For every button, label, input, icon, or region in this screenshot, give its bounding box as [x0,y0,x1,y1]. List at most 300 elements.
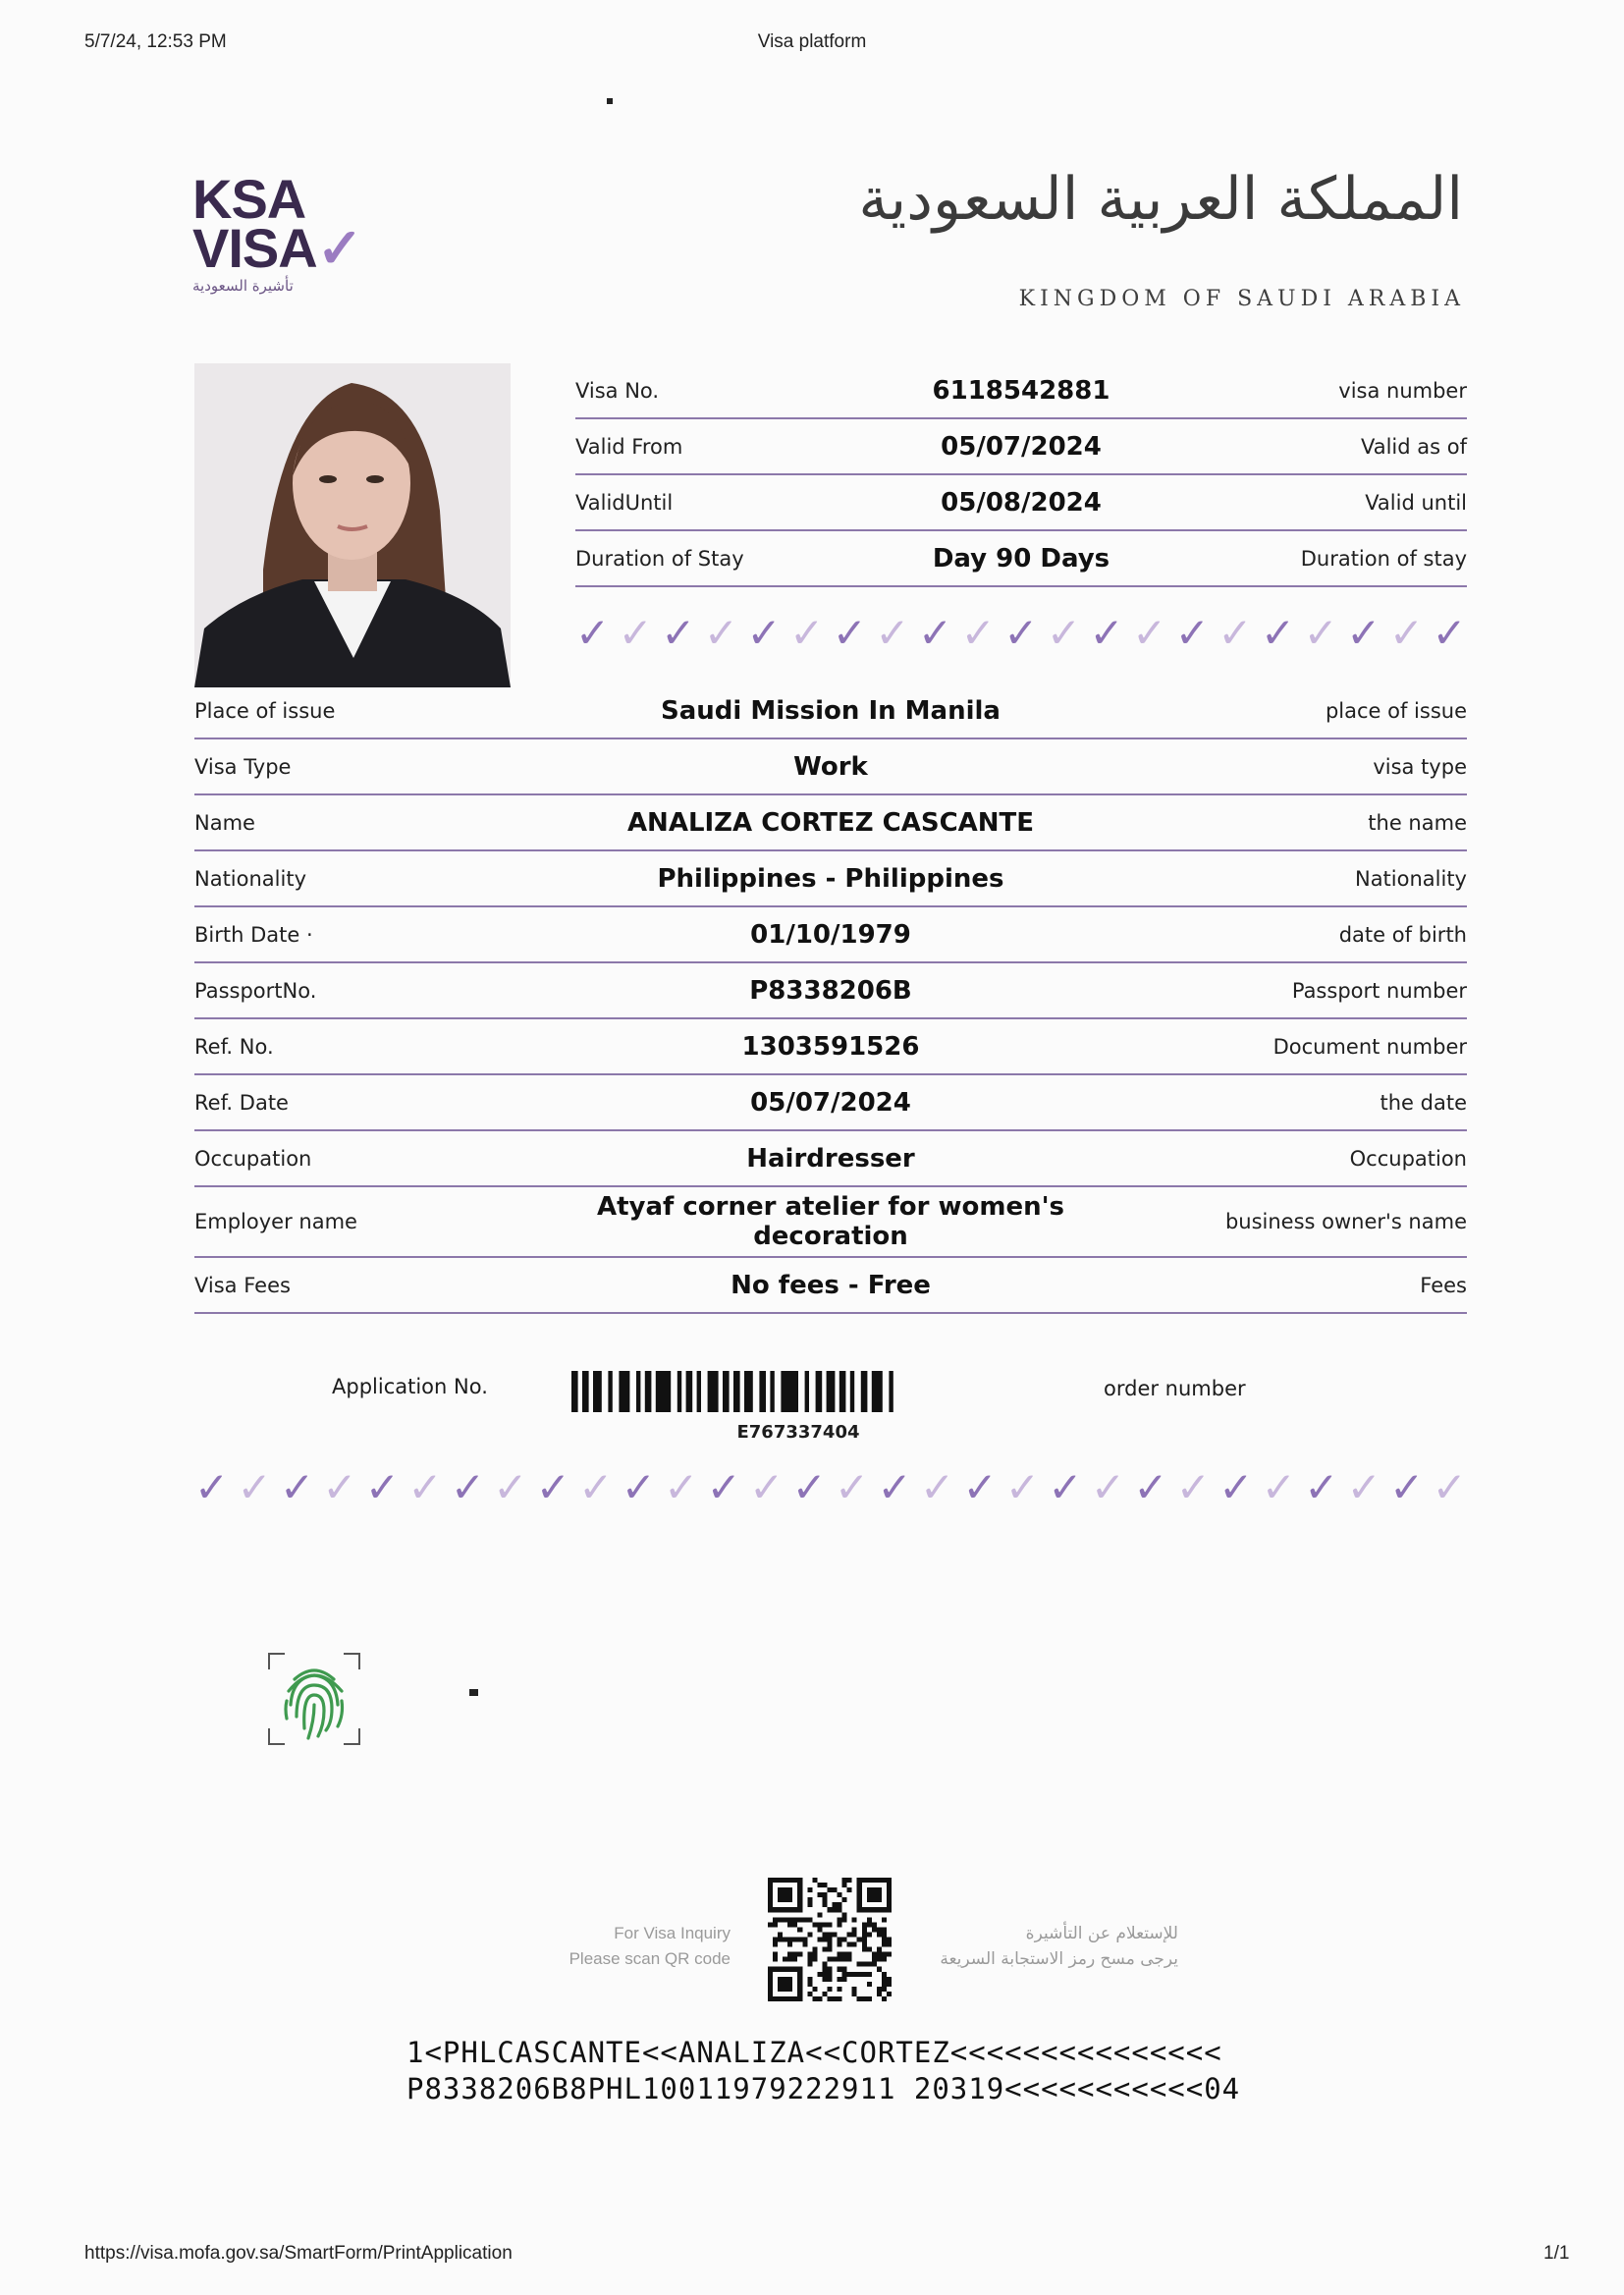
barcode-bar [889,1371,893,1412]
qr-module [867,1932,872,1937]
qr-module [827,1996,832,2001]
qr-module [867,1917,872,1922]
check-mark-icon: ✓ [1048,1463,1083,1511]
qr-module [847,1972,852,1977]
row-label: Valid From [575,434,683,459]
qr-module [877,1947,882,1952]
check-mark-icon: ✓ [1303,609,1338,657]
row-value: 01/10/1979 [750,919,911,950]
check-mark-icon: ✓ [661,609,696,657]
qr-module [882,1982,887,1987]
logo-line-2 [192,217,362,279]
qr-module [807,1952,812,1957]
row-label: Occupation [194,1146,312,1171]
qr-module [787,1957,792,1962]
barcode-icon [571,1371,1025,1412]
check-mark-icon: ✓ [1174,609,1210,657]
qr-module [827,1977,832,1982]
qr-module [812,1996,817,2001]
qr-module [857,1937,862,1941]
qr-module [817,1883,822,1887]
qr-module [862,1932,867,1937]
qr-module [812,1878,817,1883]
qr-module [778,1917,783,1922]
check-mark-icon: ✓ [578,1463,614,1511]
check-mark-icon: ✓ [1046,609,1082,657]
qr-module [852,1942,857,1947]
place-of-issue-row [194,683,1467,739]
qr-module [817,1996,822,2001]
qr-module [872,1927,877,1932]
qr-module [838,1987,842,1992]
qr-module [842,1878,847,1883]
qr-module [822,1897,827,1902]
qr-module [877,1967,882,1972]
qr-module [827,1937,832,1941]
qr-module [847,1957,852,1962]
application-number-label: Application No. [332,1375,488,1398]
row-label: Birth Date · [194,922,313,947]
row-value: 05/07/2024 [941,431,1102,462]
qr-module [847,1887,852,1892]
check-mark-icon: ✓ [1218,609,1253,657]
barcode-bar [645,1371,652,1412]
qr-module [882,1987,887,1992]
qr-module [867,1972,872,1977]
row-label: Visa No. [575,378,660,403]
barcode-bar [861,1371,868,1412]
qr-module [822,1967,827,1972]
qr-module [807,1957,812,1962]
qr-module [817,1912,822,1917]
visa-fees-row [194,1258,1467,1314]
logo-line-1: KSA [192,168,306,230]
row-label: Duration of Stay [575,546,744,571]
qr-module [842,1967,847,1972]
barcode-bar [697,1371,701,1412]
qr-module [792,1937,797,1941]
barcode-bar [805,1371,809,1412]
qr-module [862,1962,867,1967]
logo-check-icon: ✓ [316,217,362,279]
qr-module [862,1922,867,1927]
qr-module [838,1922,842,1927]
qr-module [872,1952,877,1957]
qr-module [842,1977,847,1982]
qr-module [852,1927,857,1932]
qr-module [822,1892,827,1897]
check-mark-icon: ✓ [1388,609,1425,657]
qr-module [833,1996,838,2001]
qr-module [822,1992,827,1996]
row-value: ANALIZA CORTEZ CASCANTE [626,807,1035,838]
check-mark-icon: ✓ [1261,609,1296,657]
qr-module [887,1937,892,1941]
qr-module [862,1942,867,1947]
barcode-bar [619,1371,629,1412]
check-mark-icon: ✓ [960,609,996,657]
check-mark-icon: ✓ [407,1463,443,1511]
check-mark-icon: ✓ [1432,1463,1467,1511]
applicant-photo [194,363,511,687]
qr-module [778,1932,783,1937]
barcode-bar [686,1371,693,1412]
qr-module [827,1907,832,1912]
row-value: 6118542881 [932,375,1110,406]
qr-module [807,1902,812,1907]
print-url: https://visa.mofa.gov.sa/SmartForm/PrintApplication [84,2243,513,2264]
barcode-bar [723,1371,730,1412]
qr-module [852,1992,857,1996]
check-mark-icon: ✓ [1346,1463,1381,1511]
occupation-row [194,1131,1467,1187]
check-mark-icon: ✓ [364,1463,401,1511]
valid-from-row [575,419,1467,475]
qr-module [787,1952,792,1957]
barcode-bar [816,1371,823,1412]
check-mark-strip-bottom [194,1463,1467,1511]
qr-module [827,1922,832,1927]
qr-module [797,1937,802,1941]
check-mark-icon: ✓ [1432,609,1467,657]
qr-module [877,1952,882,1957]
qr-module [822,1977,827,1982]
qr-module [827,1957,832,1962]
qr-module [847,1952,852,1957]
qr-module [792,1922,797,1927]
check-mark-icon: ✓ [1175,1463,1211,1511]
application-number: E767337404 [736,1422,860,1443]
qr-module [792,1917,797,1922]
qr-module [773,1917,778,1922]
qr-module [838,1902,842,1907]
qr-module [887,1942,892,1947]
qr-module [842,1952,847,1957]
qr-module [802,1942,807,1947]
row-translation: date of birth [1338,922,1467,947]
check-mark-icon: ✓ [706,1463,741,1511]
row-label: Visa Type [194,754,292,779]
qr-module [867,1947,872,1952]
qr-module [872,1957,877,1962]
qr-module [802,1917,807,1922]
qr-module [817,1937,822,1941]
qr-module [778,1937,783,1941]
qr-module [822,1972,827,1977]
qr-module [887,1977,892,1982]
qr-module [838,1942,842,1947]
qr-module [842,1937,847,1941]
row-value: 05/08/2024 [941,487,1102,518]
photo-portrait [194,363,511,687]
visa-number-row [575,363,1467,419]
logo-arabic: تأشيرة السعودية [192,277,294,295]
check-mark-icon: ✓ [618,609,653,657]
check-mark-icon: ✓ [194,1463,230,1511]
name-row [194,795,1467,851]
row-label: Visa Fees [194,1273,291,1297]
row-label: Nationality [194,866,307,891]
qr-module [817,1922,822,1927]
qr-module [877,1987,882,1992]
qr-module [882,1917,887,1922]
barcode-bar [781,1371,798,1412]
check-mark-icon: ✓ [322,1463,357,1511]
check-mark-icon: ✓ [835,1463,870,1511]
birth-date-row [194,907,1467,963]
nationality-row [194,851,1467,907]
qr-module [827,1932,832,1937]
qr-module [862,1996,867,2001]
row-value: P8338206B [749,975,912,1006]
qr-module [817,1927,822,1932]
barcode-bar [656,1371,671,1412]
qr-module [882,1957,887,1962]
qr-module [797,1927,802,1932]
qr-module [833,1932,838,1937]
visa-details-table [194,683,1467,1314]
qr-module [852,1972,857,1977]
row-value: No fees - Free [731,1270,931,1300]
qr-module [867,1922,872,1927]
row-translation: visa type [1373,754,1467,779]
qr-module [773,1922,778,1927]
qr-module [852,1932,857,1937]
scan-speck [607,98,613,104]
qr-module [817,1972,822,1977]
employer-name-row [194,1187,1467,1258]
passport-number-row [194,963,1467,1019]
row-value: Philippines - Philippines [657,863,1004,894]
row-value: 05/07/2024 [750,1087,911,1118]
qr-module [822,1937,827,1941]
qr-module [827,1967,832,1972]
check-mark-icon: ✓ [791,1463,827,1511]
check-mark-icon: ✓ [1261,1463,1296,1511]
qr-module [817,1892,822,1897]
qr-module [842,1957,847,1962]
check-mark-icon: ✓ [703,609,739,657]
barcode-bar [677,1371,681,1412]
qr-module [833,1902,838,1907]
qr-module [807,1977,812,1982]
barcode-bar [582,1371,589,1412]
qr-module [807,1897,812,1902]
machine-readable-zone [406,2035,1240,2107]
barcode-bar [759,1371,766,1412]
qr-module [822,1932,827,1937]
row-label: ValidUntil [575,490,674,515]
row-translation: Document number [1272,1034,1467,1059]
qr-module [882,1972,887,1977]
qr-module [887,1982,892,1987]
check-mark-icon: ✓ [919,1463,955,1511]
qr-module [847,1942,852,1947]
check-mark-icon: ✓ [535,1463,570,1511]
row-translation: Nationality [1354,866,1467,891]
qr-inquiry-text-arabic [923,1921,1178,1972]
qr-module [838,1917,842,1922]
qr-module [867,1887,882,1902]
fingerprint-icon [265,1650,363,1748]
qr-module [877,1957,882,1962]
qr-module [807,1992,812,1996]
qr-module [773,1957,778,1962]
qr-module [842,1917,847,1922]
qr-module [807,1887,812,1892]
qr-module [857,1962,862,1967]
row-translation: the name [1368,810,1467,835]
row-translation: Valid until [1365,490,1467,515]
row-translation: Fees [1420,1273,1467,1297]
check-mark-icon: ✓ [1004,1463,1041,1511]
check-mark-icon: ✓ [1304,1463,1339,1511]
qr-module [867,1996,872,2001]
qr-module [838,1907,842,1912]
row-translation: Duration of stay [1300,546,1467,571]
check-mark-icon: ✓ [962,1463,998,1511]
scan-speck [469,1689,478,1696]
qr-module [822,1883,827,1887]
qr-module [887,1992,892,1996]
barcode-bar [770,1371,774,1412]
barcode-bar [636,1371,640,1412]
row-label: Name [194,810,255,835]
qr-module [778,1977,792,1992]
check-mark-icon: ✓ [877,1463,912,1511]
qr-module [867,1982,872,1987]
check-mark-icon: ✓ [1218,1463,1254,1511]
barcode-bar [850,1371,854,1412]
print-title: Visa platform [757,31,867,52]
check-mark-strip-top [575,609,1467,657]
row-translation: place of issue [1325,698,1467,723]
qr-module [773,1937,778,1941]
qr-text-en-line-2: Please scan QR code [568,1949,731,1968]
check-mark-icon: ✓ [575,609,611,657]
qr-module [882,1996,887,2001]
qr-module [882,1977,887,1982]
row-label: Place of issue [194,698,336,723]
qr-module [838,1967,842,1972]
qr-module [877,1992,882,1996]
qr-module [872,1922,877,1927]
qr-module [838,1996,842,2001]
barcode-bar [872,1371,883,1412]
qr-module [778,1887,792,1902]
qr-module [812,1987,817,1992]
qr-module [812,1952,817,1957]
qr-module [847,1878,852,1883]
row-translation: Occupation [1349,1146,1467,1171]
row-label: Employer name [194,1210,357,1233]
check-mark-icon: ✓ [749,1463,785,1511]
mrz-line-2: P8338206B8PHL10011979222911 20319<<<<<<<<<<<04 [406,2072,1241,2105]
check-mark-icon: ✓ [789,609,825,657]
logo-line-2-text: VISA [192,217,317,279]
qr-module [882,1942,887,1947]
kingdom-title-arabic: المملكة العربية السعودية [858,165,1463,234]
qr-module [783,1917,787,1922]
qr-module [838,1892,842,1897]
qr-module [862,1947,867,1952]
barcode-bar [744,1371,753,1412]
qr-inquiry-text-english [550,1921,731,1972]
qr-module [862,1937,867,1941]
qr-module [833,1957,838,1962]
check-mark-icon: ✓ [918,609,953,657]
kingdom-title-english: KINGDOM OF SAUDI ARABIA [1018,287,1465,311]
barcode-bar [839,1371,846,1412]
qr-module [833,1887,838,1892]
barcode-bar [708,1371,719,1412]
check-mark-icon: ✓ [450,1463,486,1511]
row-label: Ref. Date [194,1090,289,1115]
qr-module [827,1972,832,1977]
row-value: Atyaf corner atelier for women's decoration [596,1192,1065,1251]
qr-module [838,1957,842,1962]
valid-until-row [575,475,1467,531]
qr-module [862,1927,867,1932]
qr-module [792,1952,797,1957]
row-value: 1303591526 [741,1031,920,1062]
qr-module [807,1932,812,1937]
row-translation: visa number [1338,378,1467,403]
duration-row [575,531,1467,587]
qr-module [852,1917,857,1922]
qr-module [862,1972,867,1977]
print-page-number: 1/1 [1543,2243,1570,2264]
check-mark-icon: ✓ [875,609,910,657]
check-mark-icon: ✓ [832,609,867,657]
qr-module [768,1922,773,1927]
qr-module [882,1932,887,1937]
qr-module [812,1947,817,1952]
qr-module [822,1902,827,1907]
qr-text-en-line-1: For Visa Inquiry [614,1924,731,1942]
row-value: Work [793,751,868,782]
qr-module [833,1907,838,1912]
qr-text-ar-line-1: للإستعلام عن التأشيرة [1025,1924,1178,1943]
qr-module [827,1947,832,1952]
check-mark-icon: ✓ [746,609,782,657]
qr-module [857,1996,862,2001]
check-mark-icon: ✓ [279,1463,315,1511]
mrz-line-1: 1<PHLCASCANTE<<ANALIZA<<CORTEZ<<<<<<<<<<<<<<< [406,2036,1222,2069]
qr-module [783,1937,787,1941]
print-datetime: 5/7/24, 12:53 PM [84,31,227,52]
qr-module [838,1977,842,1982]
qr-module [827,1942,832,1947]
ref-number-row [194,1019,1467,1075]
check-mark-icon: ✓ [1133,1463,1168,1511]
barcode-bar [827,1371,836,1412]
qr-module [807,1917,812,1922]
visa-top-table [575,363,1467,587]
qr-module [838,1937,842,1941]
barcode-bar [608,1371,612,1412]
qr-module [842,1883,847,1887]
check-mark-icon: ✓ [1089,609,1124,657]
qr-module [877,1932,882,1937]
qr-module [827,1887,832,1892]
check-mark-icon: ✓ [1090,1463,1126,1511]
qr-module [857,1972,862,1977]
qr-module [773,1942,778,1947]
row-translation: Passport number [1291,978,1467,1003]
qr-module [882,1937,887,1941]
qr-module [827,1987,832,1992]
